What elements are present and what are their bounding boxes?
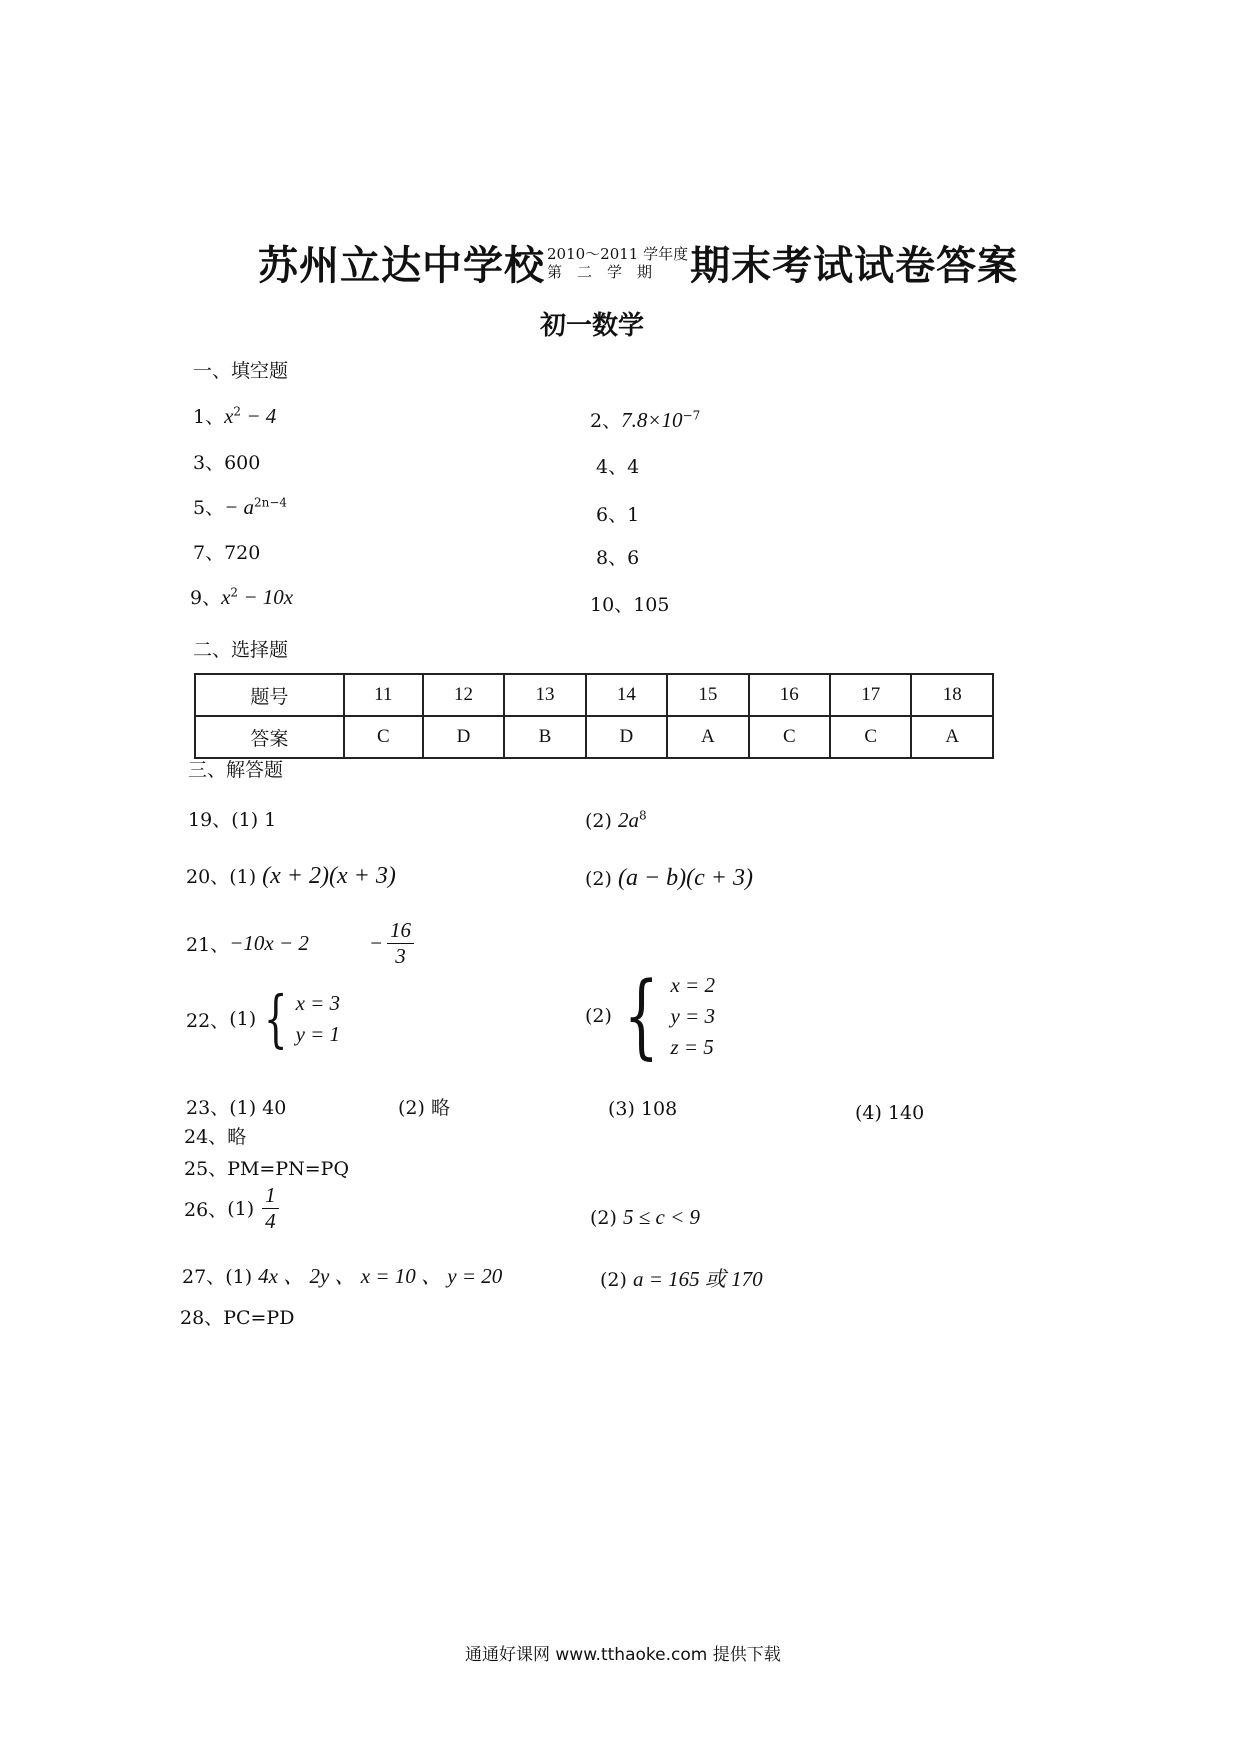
choice-answer-table [194, 673, 994, 759]
table-cell: 18 [911, 674, 993, 716]
answer-27-1: 27、(1) 4x 、 2y 、 x = 10 、 y = 20 [182, 1264, 503, 1288]
table-cell: D [586, 716, 667, 758]
table-cell: 12 [423, 674, 504, 716]
table-cell: 11 [344, 674, 423, 716]
answer-3: 3、600 [193, 452, 261, 474]
answer-1: 1、$x^2 - 4$ [193, 404, 277, 428]
answer-9: 9、$x^2 - 10x$ [190, 585, 294, 609]
table-cell: 15 [667, 674, 748, 716]
answer-23: 23、(1) 40 [186, 1097, 287, 1119]
document-title [258, 234, 1018, 291]
title-school: 苏州立达中学校 [258, 242, 545, 289]
answer-7: 7、720 [193, 542, 261, 564]
answer-2: 2、$7.8\times 10^{-7}$ [590, 408, 701, 432]
table-cell: C [749, 716, 830, 758]
subtitle: 初一数学 [540, 311, 645, 341]
answer-8: 8、6 [596, 547, 640, 569]
answer-25: 25、PM=PN=PQ [184, 1158, 350, 1180]
equation-system-1: { x = 3 y = 1 [264, 982, 341, 1055]
answer-23-2: (2) 略 [398, 1097, 450, 1119]
title-year-suffix: 学年度 [643, 244, 689, 263]
answer-21: 21、 −10x − 2 − $\frac{16}{3}$ [186, 918, 414, 969]
answer-10: 10、105 [590, 594, 670, 616]
section1-heading: 一、填空题 [193, 360, 289, 382]
table-label-a: 答案 [195, 716, 344, 758]
answer-28: 28、PC=PD [180, 1307, 295, 1329]
table-cell: 14 [586, 674, 667, 716]
answer-5: 5、− $a^{2n-4}$ [193, 495, 288, 519]
table-cell: 17 [830, 674, 911, 716]
table-cell: A [667, 716, 748, 758]
title-rest: 期末考试试卷答案 [690, 242, 1019, 289]
answer-27-2: (2) a = 165 或 170 [600, 1267, 763, 1291]
table-cell: C [830, 716, 911, 758]
section2-heading: 二、选择题 [193, 639, 289, 661]
table-row-answers [195, 716, 993, 758]
answer-20-2: (2) (a − b)(c + 3) [585, 865, 753, 891]
table-cell: C [344, 716, 423, 758]
answer-26-1: 26、 (1) $\frac{1}{4}$ [184, 1183, 279, 1234]
answer-20-1: 20、(1) (x + 2)(x + 3) [186, 863, 396, 889]
answer-23-4: (4) 140 [855, 1102, 925, 1124]
section3-heading: 三、解答题 [188, 759, 284, 781]
fraction-1-4: $\frac{1}{4}$ [262, 1183, 279, 1234]
answer-4: 4、4 [596, 456, 640, 478]
table-cell: A [911, 716, 993, 758]
answer-24: 24、略 [184, 1126, 247, 1148]
answer-26-2: (2) 5 ≤ c < 9 [590, 1205, 700, 1229]
footer-credit: 通通好课网 www.tthaoke.com 提供下载 [465, 1645, 781, 1665]
table-cell: 13 [504, 674, 585, 716]
answer-6: 6、1 [596, 504, 640, 526]
answer-19-2: (2) $2a^8$ [585, 808, 647, 832]
equation-system-2: { x = 2 y = 3 z = 5 [623, 962, 715, 1069]
table-row-questions [195, 674, 993, 716]
answer-22-1: 22、 (1) { x = 3 y = 1 [186, 982, 341, 1055]
table-cell: 16 [749, 674, 830, 716]
title-term-block [547, 245, 688, 281]
answer-19-1: 19、(1) 1 [188, 809, 277, 831]
title-year-range: 2010～2011 [547, 244, 639, 263]
title-semester: 第 二 学 期 [547, 262, 653, 281]
fraction-16-3: $\frac{16}{3}$ [387, 918, 414, 969]
answer-23-3: (3) 108 [608, 1098, 678, 1120]
table-cell: B [504, 716, 585, 758]
table-cell: D [423, 716, 504, 758]
answer-22-2: (2) { x = 2 y = 3 z = 5 [585, 962, 715, 1069]
table-label-q: 题号 [195, 674, 344, 716]
